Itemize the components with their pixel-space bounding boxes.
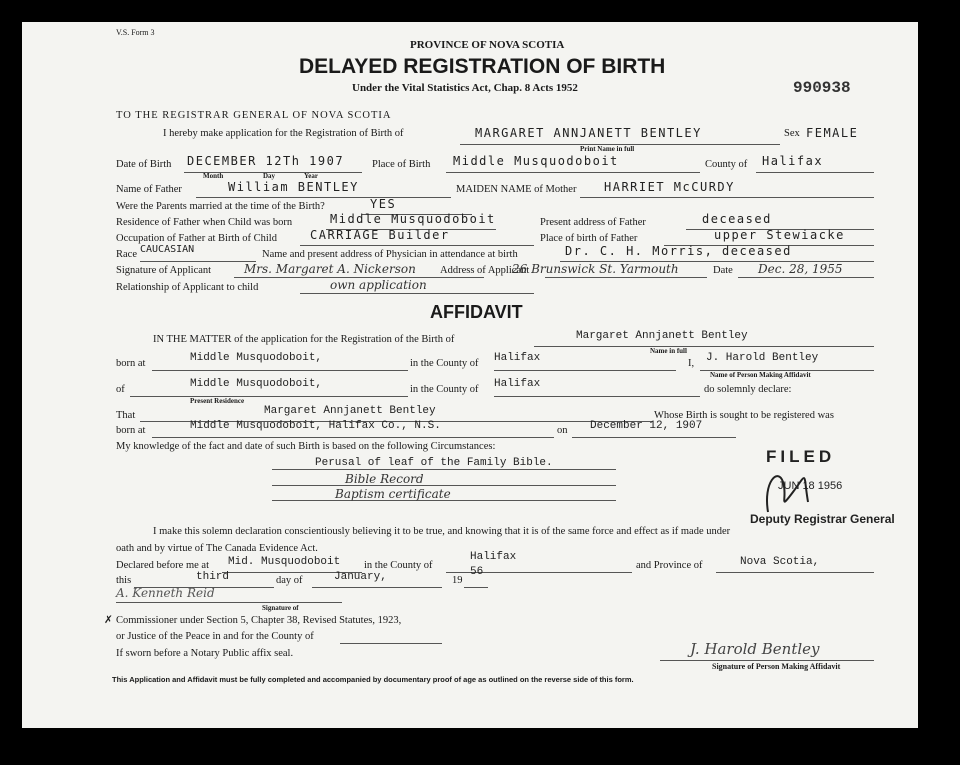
residence-label: Residence of Father when Child was born	[116, 217, 293, 228]
present-address-label: Present address of Father	[540, 217, 646, 228]
born-at-full: Middle Musquodoboit, Halifax Co., N.S.	[190, 420, 441, 432]
county-value-2: Halifax	[494, 378, 541, 390]
deponent-signature-caption: Signature of Person Making Affidavit	[712, 662, 841, 671]
registration-number: 990938	[793, 79, 851, 97]
of-label: of	[116, 384, 125, 395]
commissioner-signature: A. Kenneth Reid	[116, 586, 215, 600]
knowledge-text: My knowledge of the fact and date of such Birth is based on the following Circumstances:	[116, 441, 496, 452]
month-value: January,	[334, 571, 387, 583]
filed-date: JUN 18 1956	[778, 480, 843, 492]
province-heading: PROVINCE OF NOVA SCOTIA	[410, 39, 565, 51]
day-caption: Day	[263, 172, 276, 180]
filed-stamp: FILED	[766, 447, 836, 466]
occupation-label: Occupation of Father at Birth of Child	[116, 233, 277, 244]
whose-birth-text: Whose Birth is sought to be registered was	[654, 410, 834, 421]
born-at-label-2: born at	[116, 425, 146, 436]
addressee: TO THE REGISTRAR GENERAL OF NOVA SCOTIA	[116, 110, 392, 121]
father-birthplace-label: Place of birth of Father	[540, 233, 638, 244]
commissioner-check: ✗	[104, 615, 113, 626]
form-subtitle: Under the Vital Statistics Act, Chap. 8 Acts 1952	[352, 82, 578, 94]
declaration-line-2: oath and by virtue of The Canada Evidence Act.	[116, 543, 318, 554]
province-value: Nova Scotia,	[740, 556, 820, 568]
father-birthplace-value: upper Stewiacke	[714, 228, 845, 242]
married-label: Were the Parents married at the time of the Birth?	[116, 201, 325, 212]
in-county-label: in the County of	[410, 358, 479, 369]
year-caption: Year	[304, 172, 318, 180]
race-label: Race	[116, 249, 137, 260]
deponent-signature: J. Harold Bentley	[690, 640, 820, 658]
commissioner-line-1: Commissioner under Section 5, Chapter 38, Revised Statutes, 1923,	[116, 615, 402, 626]
day-of-label: day of	[276, 575, 303, 586]
county-value-3: Halifax	[470, 551, 517, 563]
declared-place: Mid. Musquodoboit	[228, 556, 341, 568]
pob-value: Middle Musquodoboit	[453, 154, 619, 168]
affidavit-heading: AFFIDAVIT	[430, 302, 523, 322]
day-value: third	[196, 571, 230, 583]
pob-label: Place of Birth	[372, 159, 431, 170]
physician-label: Name and present address of Physician in attendance at birth	[262, 249, 518, 260]
father-value: William BENTLEY	[228, 180, 359, 194]
residence-value: Middle Musquodoboit	[330, 212, 496, 226]
sex-value: FEMALE	[806, 126, 859, 140]
residence-affidavit: Middle Musquodoboit,	[190, 378, 323, 390]
applicant-signature: Mrs. Margaret A. Nickerson	[244, 262, 416, 276]
print-name-caption: Print Name in full	[580, 145, 635, 153]
this-label: this	[116, 575, 132, 586]
declaration-line-1: I make this solemn declaration conscientiously believing it to be true, and knowing that it is of the same force and effect as if made under	[153, 526, 731, 537]
declared-before-label: Declared before me at	[116, 560, 209, 571]
born-at-value: Middle Musquodoboit,	[190, 352, 323, 364]
declare-text: do solemnly declare:	[704, 384, 792, 395]
father-label: Name of Father	[116, 184, 182, 195]
month-caption: Month	[203, 172, 224, 180]
sex-label: Sex	[784, 128, 800, 139]
province-label: and Province of	[636, 560, 703, 571]
footer-note: This Application and Affidavit must be fully completed and accompanied by documentary proof of age as outlined on the reverse side of this form.	[112, 675, 634, 684]
application-intro: I hereby make application for the Registration of Birth of	[163, 128, 404, 139]
signature-label: Signature of Applicant	[116, 265, 212, 276]
date-label: Date	[713, 265, 733, 276]
physician-value: Dr. C. H. Morris, deceased	[565, 244, 792, 258]
application-date: Dec. 28, 1955	[758, 262, 843, 276]
in-county-label-2: in the County of	[410, 384, 479, 395]
that-label: That	[116, 410, 136, 421]
occupation-value: CARRIAGE Builder	[310, 228, 450, 242]
affidavit-child-name: Margaret Annjanett Bentley	[576, 330, 748, 342]
mother-value: HARRIET McCURDY	[604, 180, 735, 194]
circumstance-2: Bible Record	[345, 472, 424, 486]
county-label: County of	[705, 159, 748, 170]
dob-label: Date of Birth	[116, 159, 172, 170]
relationship-value: own application	[330, 278, 427, 292]
applicant-address-value: 26 Brunswick St. Yarmouth	[512, 262, 679, 276]
in-county-label-3: in the County of	[364, 560, 433, 571]
on-label: on	[557, 425, 568, 436]
year-value: 56	[470, 566, 484, 578]
notary-text: If sworn before a Notary Public affix seal.	[116, 648, 294, 659]
deputy-registrar: Deputy Registrar General	[750, 512, 895, 526]
born-on-value: December 12, 1907	[590, 420, 703, 432]
that-name: Margaret Annjanett Bentley	[264, 405, 436, 417]
form-title: DELAYED REGISTRATION OF BIRTH	[299, 55, 666, 78]
present-residence-caption: Present Residence	[190, 397, 245, 405]
relationship-label: Relationship of Applicant to child	[116, 282, 259, 293]
child-name: MARGARET ANNJANETT BENTLEY	[475, 126, 702, 140]
affidavit-intro: IN THE MATTER of the application for the Registration of the Birth of	[153, 334, 455, 345]
county-value: Halifax	[762, 154, 824, 168]
mother-label: MAIDEN NAME of Mother	[456, 184, 577, 195]
signature-of-caption: Signature of	[262, 604, 299, 612]
i-label: I,	[688, 358, 695, 369]
born-at-label: born at	[116, 358, 146, 369]
circumstance-1: Perusal of leaf of the Family Bible.	[315, 457, 553, 469]
county-value-1: Halifax	[494, 352, 541, 364]
year-prefix: 19	[452, 575, 463, 586]
married-value: YES	[370, 197, 397, 211]
dob-value: DECEMBER 12Th 1907	[187, 154, 345, 168]
applicant-address-label: Address of Applicant	[440, 265, 530, 276]
race-value: CAUCASIAN	[140, 244, 195, 255]
commissioner-line-2: or Justice of the Peace in and for the County of	[116, 631, 314, 642]
filed-signature	[758, 462, 818, 520]
present-address-value: deceased	[702, 212, 772, 226]
circumstance-3: Baptism certificate	[335, 487, 451, 501]
form-number: V.S. Form 3	[116, 28, 155, 37]
name-in-full-caption: Name in full	[650, 347, 687, 355]
deponent-name: J. Harold Bentley	[706, 352, 819, 364]
deponent-caption: Name of Person Making Affidavit	[710, 371, 811, 379]
